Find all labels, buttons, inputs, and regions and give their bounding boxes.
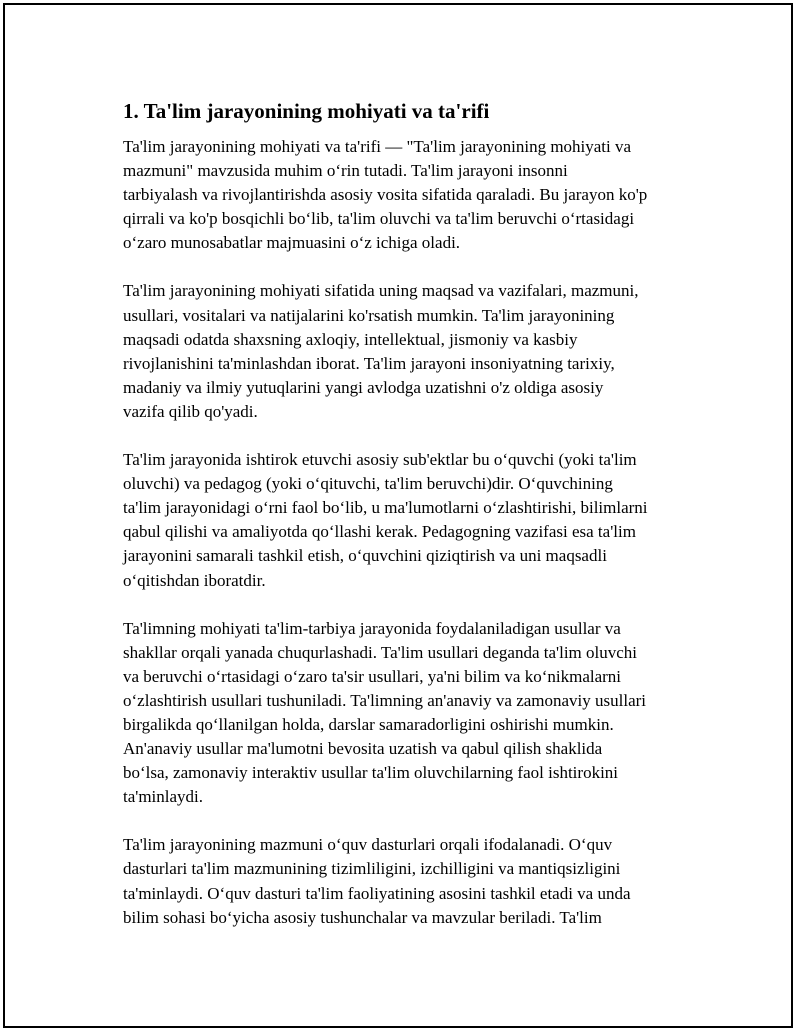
document-title: 1. Ta'lim jarayonining mohiyati va ta'rifi: [123, 99, 490, 123]
paragraph-line: Ta'lim jarayonida ishtirok etuvchi asosiy sub'ektlar bu o‘quvchi (yoki ta'lim: [123, 450, 637, 470]
paragraph-line: bilim sohasi bo‘yicha asosiy tushunchalar va mavzular beriladi. Ta'lim: [123, 907, 602, 927]
paragraph-line: Ta'lim jarayonining mohiyati va ta'rifi — "Ta'lim jarayonining mohiyati va: [123, 137, 632, 156]
paragraph-line: usullari, vositalari va natijalarini ko'rsatish mumkin. Ta'lim jarayonining: [123, 305, 615, 325]
page-frame: [3, 3, 793, 1028]
paragraph-line: rivojlanishini ta'minlashdan iborat. Ta'lim jarayoni insoniyatning tarixiy,: [123, 353, 615, 373]
paragraph-line: Ta'lim jarayonining mohiyati sifatida uning maqsad va vazifalari, mazmuni,: [123, 281, 639, 301]
paragraph-line: va beruvchi o‘rtasidagi o‘zaro ta'sir usullari, ya'ni bilim va ko‘nikmalarni: [123, 666, 622, 686]
paragraph-line: birgalikda qo‘llanilgan holda, darslar samaradorligini oshirishi mumkin.: [123, 714, 614, 734]
paragraph-line: ta'minlaydi. O‘quv dasturi ta'lim faoliyatining asosini tashkil etadi va unda: [123, 883, 631, 903]
paragraph-line: jarayonini samarali tashkil etish, o‘quvchini qiziqtirish va uni maqsadli: [123, 546, 607, 566]
paragraph-1: [123, 135, 698, 255]
paragraph-line: o‘zlashtirish usullari tushuniladi. Ta'limning an'anaviy va zamonaviy usullari: [123, 690, 647, 710]
paragraph-2: [123, 279, 698, 424]
paragraph-line: mazmuni" mavzusida muhim o‘rin tutadi. Ta'lim jarayoni insonni: [123, 161, 568, 181]
paragraph-line: o‘zaro munosabatlar majmuasini o‘z ichiga oladi.: [123, 233, 461, 253]
paragraph-line: Ta'lim jarayonining mazmuni o‘quv dasturlari orqali ifodalanadi. O‘quv: [123, 835, 613, 855]
paragraph-line: Ta'limning mohiyati ta'lim-tarbiya jarayonida foydalaniladigan usullar va: [123, 618, 621, 638]
paragraph-line: ta'minlaydi.: [123, 787, 204, 807]
paragraph-line: dasturlari ta'lim mazmunining tizimliligini, izchilligini va mantiqsizligini: [123, 859, 621, 879]
paragraph-line: qirrali va ko'p bosqichli bo‘lib, ta'lim oluvchi va ta'lim beruvchi o‘rtasidagi: [123, 209, 635, 229]
document-body: [123, 97, 698, 954]
paragraph-line: An'anaviy usullar ma'lumotni bevosita uzatish va qabul qilish shaklida: [123, 739, 603, 759]
paragraph-line: o‘qitishdan iboratdir.: [123, 570, 266, 590]
paragraph-line: ta'lim jarayonidagi o‘rni faol bo‘lib, u ma'lumotlarni o‘zlashtirishi, bilimlarni: [123, 498, 648, 518]
paragraph-line: vazifa qilib qo'yadi.: [123, 401, 258, 421]
paragraph-line: qabul qilishi va amaliyotda qo‘llashi kerak. Pedagogning vazifasi esa ta'lim: [123, 522, 636, 542]
paragraph-5: [123, 833, 698, 929]
paragraph-line: maqsadi odatda shaxsning axloqiy, intellektual, jismoniy va kasbiy: [123, 329, 578, 349]
paragraph-line: oluvchi) va pedagog (yoki o‘qituvchi, ta'lim beruvchi)dir. O‘quvchining: [123, 474, 613, 494]
paragraph-3: [123, 448, 698, 593]
paragraph-line: shakllar orqali yanada chuqurlashadi. Ta'lim usullari deganda ta'lim oluvchi: [123, 642, 638, 662]
paragraph-line: madaniy va ilmiy yutuqlarini yangi avlodga uzatishni o'z oldiga asosiy: [123, 377, 604, 397]
paragraph-line: bo‘lsa, zamonaviy interaktiv usullar ta'lim oluvchilarning faol ishtirokini: [123, 763, 619, 783]
paragraph-4: [123, 617, 698, 810]
paragraph-line: tarbiyalash va rivojlantirishda asosiy vosita sifatida qaraladi. Bu jarayon ko'p: [123, 185, 648, 205]
